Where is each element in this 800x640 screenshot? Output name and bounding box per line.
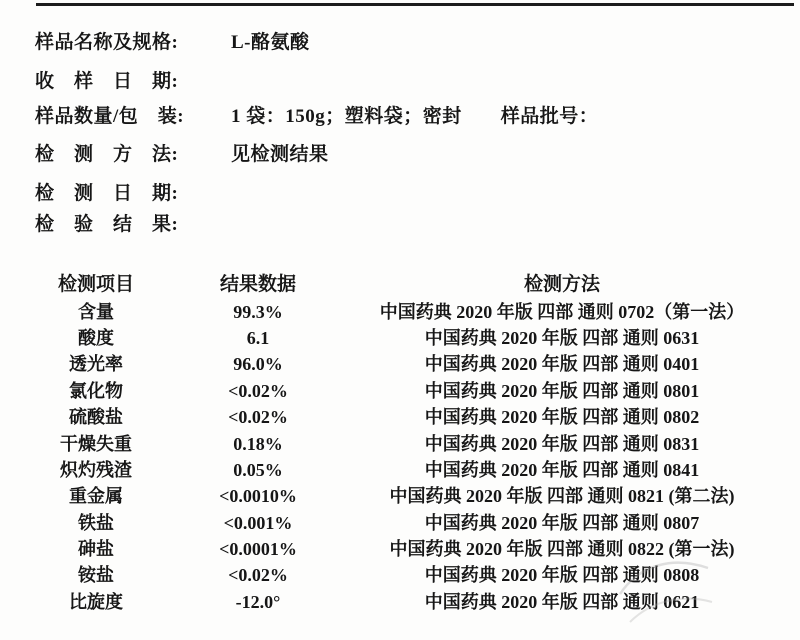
method-reference: 中国药典 2020 年版 四部 通则 0401 [424, 354, 700, 375]
results-table [0, 272, 800, 615]
result-value: 0.05% [233, 459, 283, 480]
method-reference: 中国药典 2020 年版 四部 通则 0802 [424, 407, 700, 428]
result-value: <0.02% [228, 565, 288, 586]
receipt-date-label: 收 样 日 期: [35, 71, 179, 92]
result-value: 0.18% [233, 433, 283, 454]
test-item: 炽灼残渣 [60, 459, 132, 480]
method-reference: 中国药典 2020 年版 四部 通则 0808 [424, 565, 700, 586]
result-value: -12.0° [235, 591, 281, 612]
result-value: <0.02% [228, 407, 288, 428]
table-row [0, 562, 800, 588]
info-row-sample-name [35, 31, 310, 55]
test-item: 比旋度 [69, 591, 123, 612]
info-row-quantity-packaging [35, 105, 598, 129]
method-reference: 中国药典 2020 年版 四部 通则 0807 [424, 512, 700, 533]
table-row [0, 510, 800, 536]
info-row-receipt-date [35, 70, 231, 94]
test-item: 砷盐 [78, 539, 114, 560]
test-item: 透光率 [69, 354, 123, 375]
header-test-item: 检测项目 [57, 274, 134, 296]
table-row [0, 404, 800, 430]
method-reference: 中国药典 2020 年版 四部 通则 0702（第一法） [379, 301, 745, 322]
top-border-line [36, 3, 794, 6]
test-method-label: 检 测 方 法: [35, 144, 179, 165]
test-item: 重金属 [69, 486, 123, 507]
header-test-method: 检测方法 [523, 274, 600, 296]
method-reference: 中国药典 2020 年版 四部 通则 0801 [424, 380, 700, 401]
quantity-packaging-value: 1 袋：150g；塑料袋；密封 样品批号： [231, 106, 599, 127]
test-method-value: 见检测结果 [231, 144, 329, 165]
method-reference: 中国药典 2020 年版 四部 通则 0831 [424, 433, 700, 454]
test-date-label: 检 测 日 期: [35, 183, 179, 204]
method-reference: 中国药典 2020 年版 四部 通则 0631 [424, 327, 700, 348]
info-row-test-date [35, 182, 231, 206]
sample-name-label: 样品名称及规格: [35, 32, 179, 53]
result-value: <0.0001% [219, 539, 297, 560]
inspection-result-label: 检 验 结 果: [35, 214, 179, 235]
info-row-test-method [35, 143, 329, 167]
table-row [0, 298, 800, 324]
table-row [0, 536, 800, 562]
header-result-data: 结果数据 [219, 274, 296, 296]
table-row [0, 589, 800, 615]
result-value: 6.1 [246, 327, 270, 348]
quantity-packaging-label: 样品数量/包 装: [35, 106, 185, 127]
test-item: 含量 [78, 301, 114, 322]
method-reference: 中国药典 2020 年版 四部 通则 0821 (第二法) [389, 486, 735, 507]
test-item: 酸度 [78, 327, 114, 348]
test-item: 铁盐 [78, 512, 114, 533]
result-value: <0.02% [228, 380, 288, 401]
table-row [0, 430, 800, 456]
result-value: 96.0% [233, 354, 283, 375]
result-value: <0.001% [223, 512, 293, 533]
method-reference: 中国药典 2020 年版 四部 通则 0822 (第一法) [389, 539, 735, 560]
info-row-inspection-result [35, 213, 231, 237]
sample-name-value: L-酪氨酸 [231, 32, 310, 53]
method-reference: 中国药典 2020 年版 四部 通则 0621 [424, 591, 700, 612]
table-row [0, 378, 800, 404]
test-item: 干燥失重 [60, 433, 132, 454]
test-item: 铵盐 [78, 565, 114, 586]
table-row [0, 325, 800, 351]
result-value: <0.0010% [219, 486, 297, 507]
table-header-row [0, 272, 800, 298]
table-row [0, 351, 800, 377]
table-row [0, 483, 800, 509]
table-row [0, 457, 800, 483]
test-item: 硫酸盐 [69, 407, 123, 428]
method-reference: 中国药典 2020 年版 四部 通则 0841 [424, 459, 700, 480]
result-value: 99.3% [233, 301, 283, 322]
test-item: 氯化物 [69, 380, 123, 401]
